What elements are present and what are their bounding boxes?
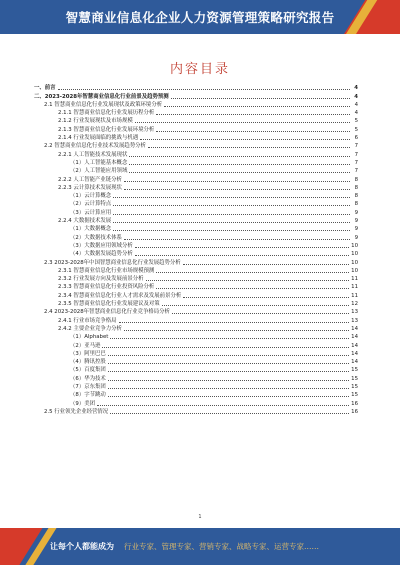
toc-entry-page: 8	[354, 176, 358, 183]
toc-entry-label: 二、2023-2028年智慧商业信息化行业前景及趋势预测	[34, 93, 169, 100]
toc-entry-label: 2.3 2023-2028年中国智慧商业信息化行业发展趋势分析	[44, 259, 181, 266]
toc-entry[interactable]	[34, 350, 358, 358]
toc-entry[interactable]	[34, 242, 358, 250]
toc-entry-label: 2.1.3 智慧商业信息化行业发展环境分析	[58, 126, 155, 133]
toc-entry-label: 2.2.3 云计算技术发展现状	[58, 184, 122, 191]
toc-entry-page: 11	[351, 284, 358, 291]
toc-leader-dots	[108, 388, 349, 389]
toc-leader-dots	[171, 98, 350, 99]
toc-entry-label: 2.1 智慧商业信息化行业发展现状及政策环境分析	[44, 101, 163, 108]
toc-entry-page: 4	[354, 93, 358, 100]
toc-entry[interactable]	[34, 341, 358, 349]
toc-entry-label: 2.3.2 行业发展方向及发展前景分析	[58, 276, 144, 283]
toc-entry[interactable]	[34, 200, 358, 208]
toc-entry-page: 13	[351, 309, 358, 316]
toc-leader-dots	[108, 355, 349, 356]
toc-entry-page: 15	[351, 375, 358, 382]
toc-entry-label: 2.4 2023-2028年智慧商业信息化行业竞争格局分析	[44, 309, 170, 316]
footer-slogan: 让每个人都能成为	[50, 542, 114, 551]
toc-entry-label: 一、前言	[34, 85, 56, 92]
toc-entry-label: （3）大数据应用领域分析	[70, 242, 133, 249]
toc-entry-label: （1）云计算概念	[70, 193, 112, 200]
toc-entry-page: 14	[351, 325, 358, 332]
toc-entry[interactable]	[34, 101, 358, 109]
toc-entry-label: （7）京东集团	[70, 383, 106, 390]
toc-entry-page: 11	[351, 276, 358, 283]
toc-leader-dots	[113, 214, 350, 215]
toc-leader-dots	[183, 297, 349, 298]
toc-entry-page: 7	[354, 168, 358, 175]
toc-entry[interactable]	[34, 125, 358, 133]
toc-entry-page: 10	[351, 251, 358, 258]
toc-entry-label: （1）Alphabet	[70, 334, 109, 341]
toc-entry-page: 8	[354, 184, 358, 191]
toc-entry-label: （4）大数据发展趋势分析	[70, 251, 133, 258]
toc-entry-label: （8）字节跳动	[70, 392, 106, 399]
toc-entry-label: 2.5 行业领先企业经营情况	[44, 408, 109, 415]
toc-entry[interactable]	[34, 267, 358, 275]
toc-entry-page: 12	[351, 301, 358, 308]
toc-leader-dots	[124, 181, 350, 182]
toc-leader-dots	[97, 405, 349, 406]
toc-leader-dots	[135, 247, 349, 248]
toc-entry-label: （9）美团	[70, 400, 95, 407]
toc-entry-page: 4	[354, 85, 358, 92]
toc-leader-dots	[156, 272, 349, 273]
toc-entry[interactable]	[34, 225, 358, 233]
toc-entry-label: 2.1.2 行业发展现状及市场规模	[58, 118, 133, 125]
toc-entry-page: 15	[351, 392, 358, 399]
toc-entry-page: 9	[354, 226, 358, 233]
toc-entry[interactable]	[34, 300, 358, 308]
page-number: 1	[198, 514, 202, 520]
toc-entry-label: 2.1.1 智慧商业信息化行业发展历程分析	[58, 110, 155, 117]
toc-entry-page: 11	[351, 292, 358, 299]
toc-entry-label: 2.2.2 人工智能产业链分析	[58, 176, 122, 183]
toc-entry-page: 10	[351, 259, 358, 266]
toc-entry[interactable]	[34, 150, 358, 158]
toc-entry-label: （3）云计算应用	[70, 209, 112, 216]
toc-leader-dots	[156, 288, 349, 289]
toc-entry[interactable]	[34, 366, 358, 374]
toc-entry[interactable]	[34, 208, 358, 216]
toc-entry[interactable]	[34, 383, 358, 391]
toc-leader-dots	[148, 147, 350, 148]
toc-leader-dots	[135, 255, 349, 256]
toc-leader-dots	[102, 347, 349, 348]
toc-entry-label: 2.3.3 智慧商业信息化行业投资风险分析	[58, 284, 155, 291]
toc-entry-page: 14	[351, 342, 358, 349]
toc-entry-label: （2）大数据技术体系	[70, 234, 122, 241]
toc-leader-dots	[113, 205, 350, 206]
toc-entry[interactable]	[34, 159, 358, 167]
toc-heading: 内容目录	[169, 62, 230, 77]
toc-entry-label: （2）人工智能应用领域	[70, 168, 128, 175]
toc-entry[interactable]	[34, 184, 358, 192]
toc-entry-label: （2）亚马逊	[70, 342, 101, 349]
toc-leader-dots	[135, 122, 350, 123]
toc-leader-dots	[129, 156, 350, 157]
toc-entry-page: 13	[351, 317, 358, 324]
toc-leader-dots	[124, 239, 350, 240]
toc-entry-label: （1）人工智能基本概念	[70, 159, 128, 166]
toc-entry-page: 10	[351, 267, 358, 274]
page-header-banner	[0, 0, 400, 34]
toc-leader-dots	[172, 313, 349, 314]
toc-leader-dots	[140, 139, 350, 140]
toc-entry[interactable]	[34, 399, 358, 407]
toc-leader-dots	[108, 380, 349, 381]
toc-leader-dots	[58, 89, 350, 90]
toc-entry-page: 6	[354, 135, 358, 142]
toc-entry[interactable]	[34, 291, 358, 299]
toc-leader-dots	[108, 363, 349, 364]
toc-entry[interactable]	[34, 258, 358, 266]
report-title: 智慧商业信息化企业人力资源管理策略研究报告	[65, 10, 335, 25]
toc-leader-dots	[108, 371, 349, 372]
toc-leader-dots	[119, 322, 350, 323]
toc-entry-label: （4）腾讯控股	[70, 359, 106, 366]
toc-entry[interactable]	[34, 325, 358, 333]
toc-entry[interactable]	[34, 391, 358, 399]
toc-entry-page: 10	[351, 242, 358, 249]
toc-entry-label: （5）百度集团	[70, 367, 106, 374]
toc-leader-dots	[110, 413, 349, 414]
toc-entry-page: 16	[351, 400, 358, 407]
toc-entry[interactable]	[34, 374, 358, 382]
toc-entry-page: 8	[354, 201, 358, 208]
toc-entry-label: （1）大数据概念	[70, 226, 112, 233]
toc-entry-label: （2）云计算特点	[70, 201, 112, 208]
toc-entry-label: 2.3.4 智慧商业信息化行业人才需求及发展前景分析	[58, 292, 182, 299]
page-footer-banner	[0, 528, 400, 565]
toc-entry[interactable]	[34, 333, 358, 341]
table-of-contents	[34, 84, 358, 416]
toc-entry-page: 15	[351, 367, 358, 374]
toc-leader-dots	[129, 172, 350, 173]
toc-entry[interactable]	[34, 275, 358, 283]
toc-entry-label: 2.3.1 智慧商业信息化行业市场规模预测	[58, 267, 155, 274]
toc-entry[interactable]	[34, 117, 358, 125]
toc-entry-page: 4	[354, 101, 358, 108]
toc-entry[interactable]	[34, 167, 358, 175]
toc-entry-page: 5	[354, 118, 358, 125]
toc-leader-dots	[129, 164, 350, 165]
toc-leader-dots	[113, 230, 350, 231]
toc-entry-page: 14	[351, 334, 358, 341]
toc-entry-page: 7	[354, 151, 358, 158]
toc-entry-label: 2.3.5 智慧商业信息化行业发展建议及对策	[58, 301, 160, 308]
toc-leader-dots	[124, 189, 350, 190]
toc-leader-dots	[110, 338, 349, 339]
toc-entry-label: （3）阿里巴巴	[70, 350, 106, 357]
toc-entry[interactable]	[34, 233, 358, 241]
toc-entry[interactable]	[34, 175, 358, 183]
toc-entry-label: 2.1.4 行业发展面临的挑战与机遇	[58, 135, 139, 142]
toc-leader-dots	[162, 305, 349, 306]
toc-entry-page: 9	[354, 234, 358, 241]
toc-entry-page: 4	[354, 110, 358, 117]
toc-entry-page: 16	[351, 408, 358, 415]
toc-entry-page: 5	[354, 126, 358, 133]
toc-entry[interactable]	[34, 308, 358, 316]
toc-entry-page: 7	[354, 143, 358, 150]
toc-entry-page: 9	[354, 209, 358, 216]
toc-entry[interactable]	[34, 283, 358, 291]
toc-entry-page: 9	[354, 218, 358, 225]
toc-entry-page: 8	[354, 193, 358, 200]
toc-entry-label: 2.2 智慧商业信息化行业技术发展趋势分析	[44, 143, 146, 150]
toc-leader-dots	[183, 264, 349, 265]
toc-entry-label: 2.4.1 行业市场竞争格局	[58, 317, 117, 324]
toc-leader-dots	[146, 280, 350, 281]
toc-entry[interactable]	[34, 134, 358, 142]
toc-entry-label: 2.4.2 主要企业竞争力分析	[58, 325, 122, 332]
toc-entry[interactable]	[34, 250, 358, 258]
toc-leader-dots	[164, 106, 350, 107]
toc-leader-dots	[156, 114, 350, 115]
toc-entry-page: 15	[351, 383, 358, 390]
toc-entry-label: 2.2.4 大数据技术发展	[58, 218, 112, 225]
toc-entry[interactable]	[34, 92, 358, 100]
toc-entry[interactable]	[34, 142, 358, 150]
toc-leader-dots	[124, 330, 349, 331]
toc-entry-page: 7	[354, 159, 358, 166]
toc-entry[interactable]	[34, 192, 358, 200]
toc-entry[interactable]	[34, 316, 358, 324]
toc-entry-page: 14	[351, 359, 358, 366]
toc-entry-label: （6）华为技术	[70, 375, 106, 382]
toc-entry[interactable]	[34, 358, 358, 366]
toc-entry[interactable]	[34, 84, 358, 92]
toc-entry[interactable]	[34, 408, 358, 416]
toc-entry-page: 14	[351, 350, 358, 357]
toc-leader-dots	[156, 131, 350, 132]
toc-entry-label: 2.2.1 人工智能技术发展现状	[58, 151, 128, 158]
toc-leader-dots	[113, 222, 350, 223]
footer-roles: 行业专家、管理专家、营销专家、战略专家、运营专家……	[124, 542, 319, 551]
toc-leader-dots	[108, 396, 349, 397]
toc-entry[interactable]	[34, 217, 358, 225]
toc-leader-dots	[113, 197, 350, 198]
toc-entry[interactable]	[34, 109, 358, 117]
